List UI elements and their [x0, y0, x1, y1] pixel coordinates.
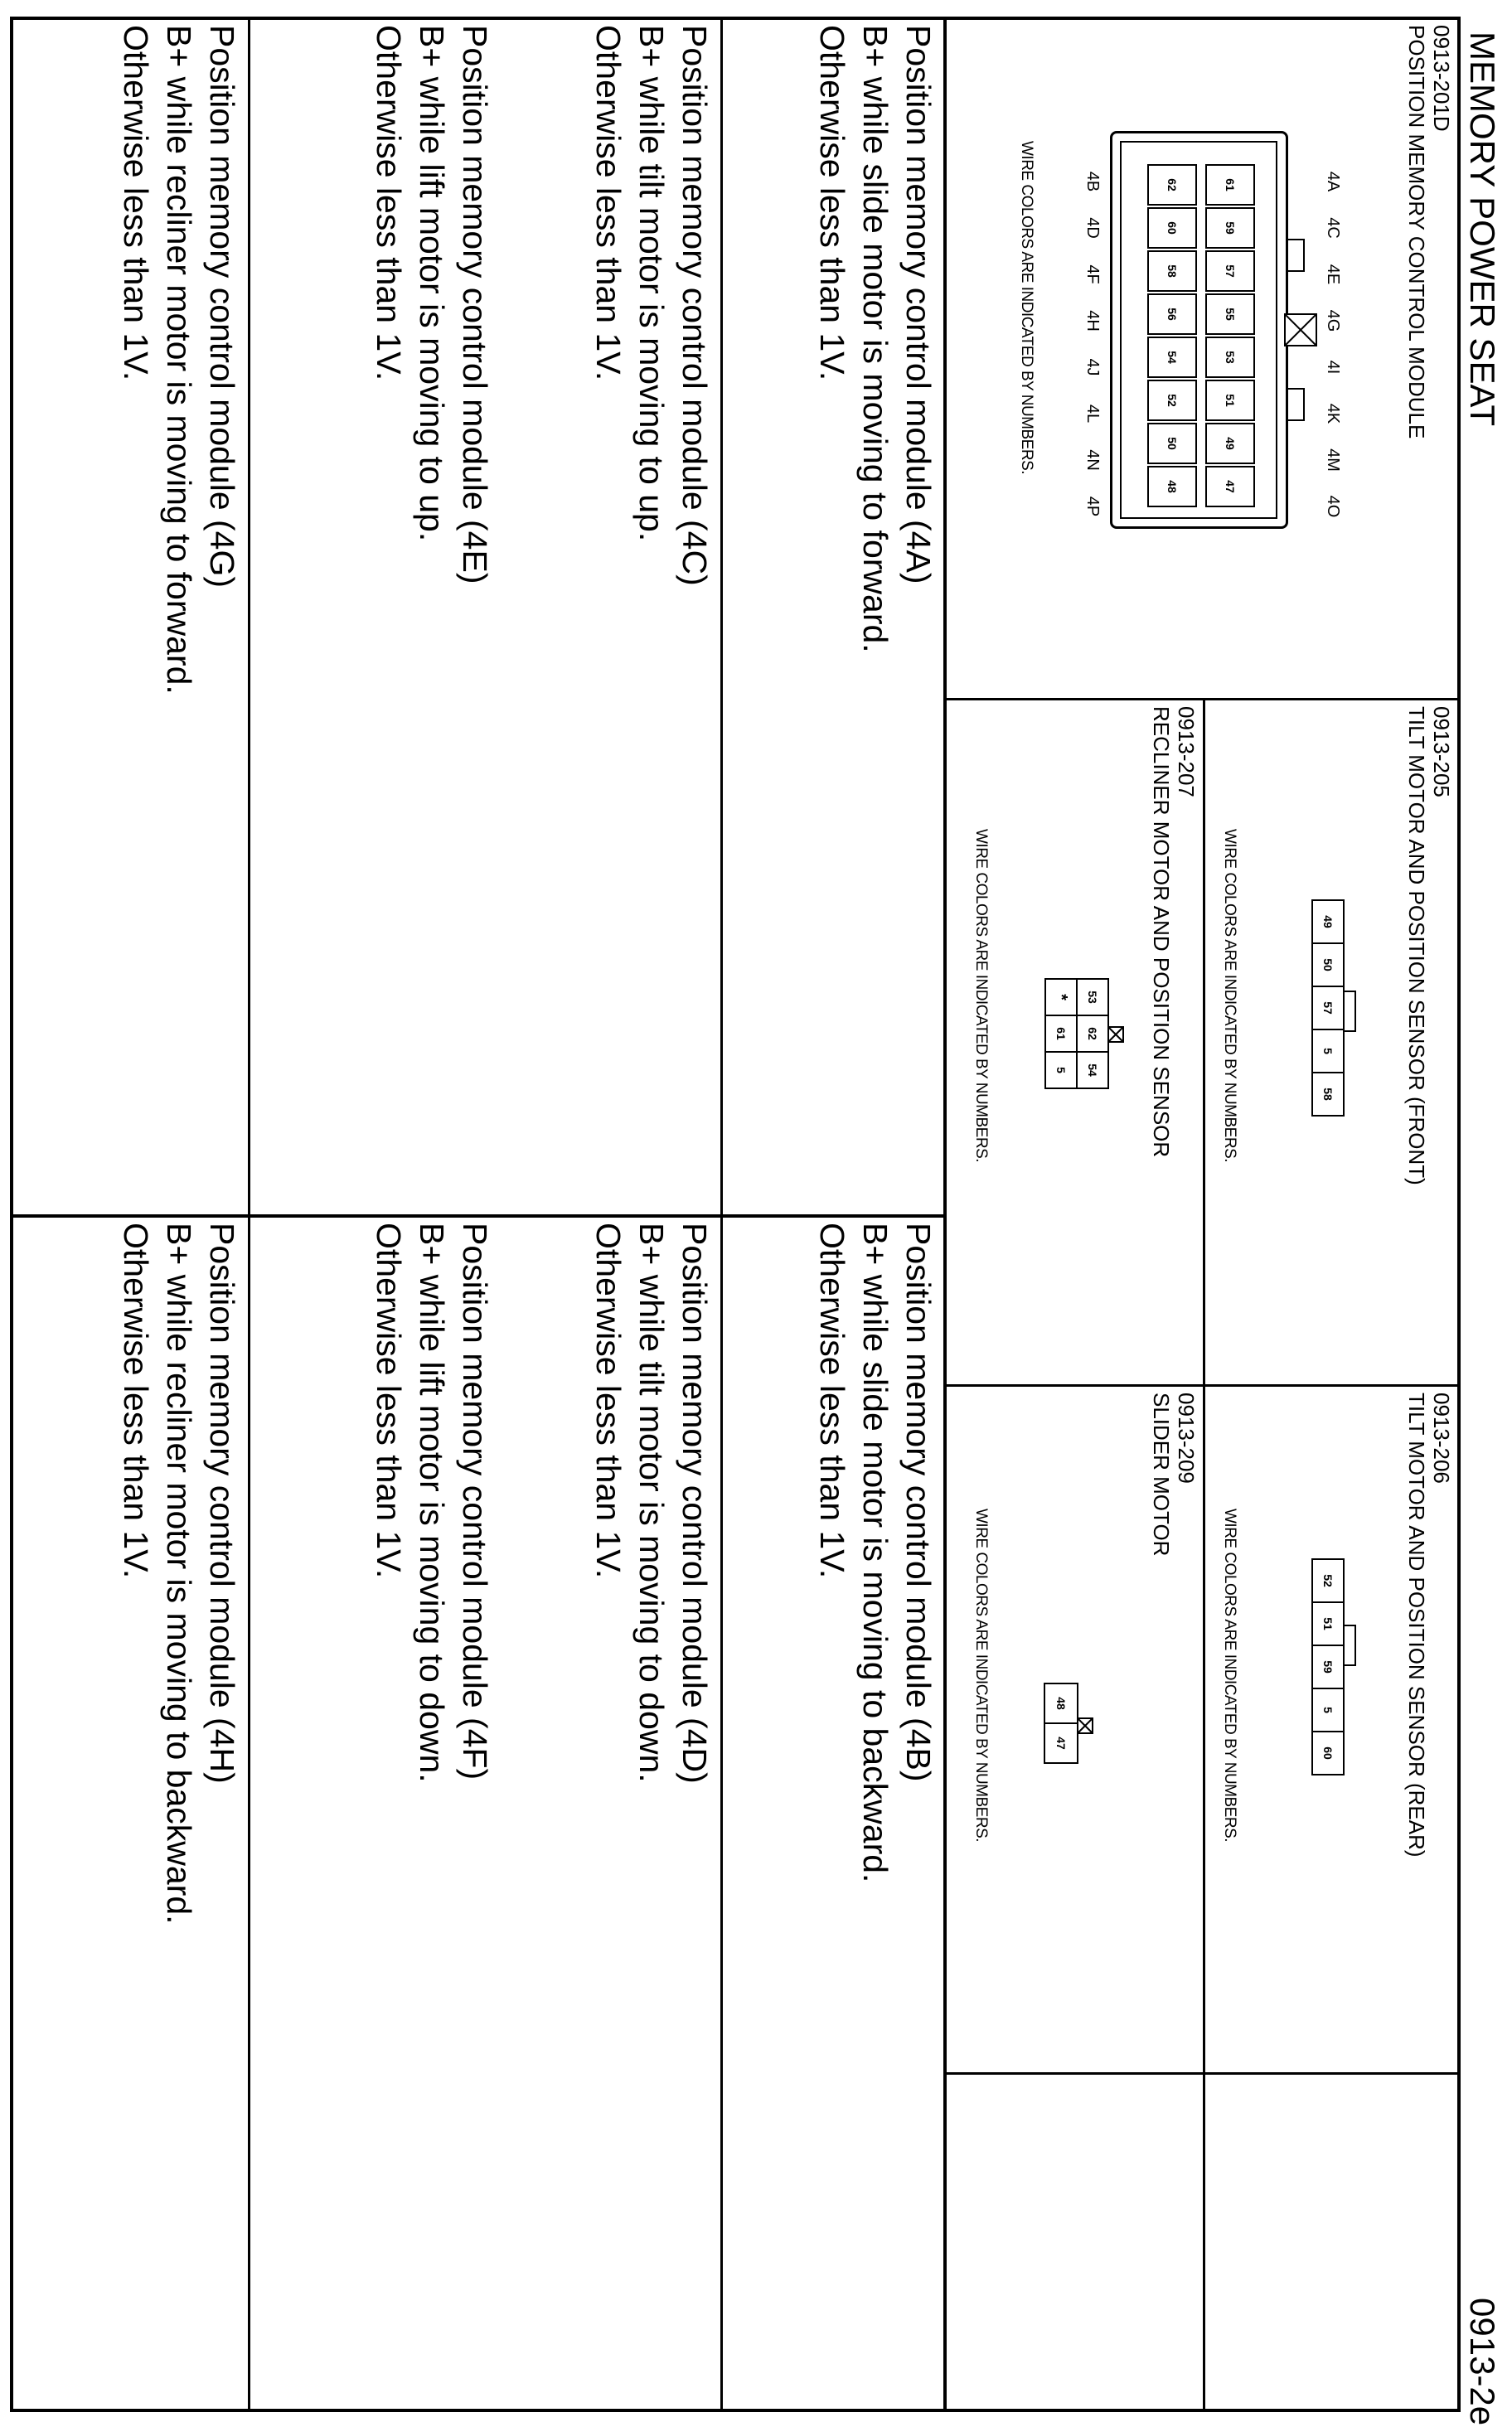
tilt-front-latch: [1343, 991, 1356, 1032]
desc-column-divider: [10, 1214, 947, 1218]
slider-connector-id: 0913-209: [1174, 1393, 1199, 1484]
pmcm-pin: 50: [1147, 423, 1197, 464]
pmcm-pin: 54: [1147, 337, 1197, 378]
description-4C-line-3: Otherwise less than 1V.: [589, 25, 628, 381]
recliner-pin: 54: [1076, 1051, 1109, 1089]
pmcm-label-4N: 4D: [1083, 217, 1102, 239]
description-4D: [587, 1223, 716, 1784]
tilt-rear-pin: 59: [1311, 1645, 1345, 1689]
pmcm-label-4J: 4H: [1083, 310, 1102, 332]
pmcm-pin: 48: [1147, 466, 1197, 507]
description-4D-line-1: Position memory control module (4D): [676, 1223, 714, 1784]
tilt-front-pin: 49: [1311, 899, 1345, 944]
pmcm-pin: 59: [1205, 207, 1255, 249]
page-title: MEMORY POWER SEAT: [1463, 31, 1502, 427]
description-4H-line-3: Otherwise less than 1V.: [117, 1223, 155, 1579]
pmcm-pin: 47: [1205, 466, 1255, 507]
page-id: 0913-2e: [1463, 2298, 1502, 2426]
description-4B-line-1: Position memory control module (4B): [899, 1223, 938, 1782]
slider-pin: 48: [1044, 1683, 1078, 1724]
description-4F-line-2: B+ while lift motor is moving to down.: [413, 1223, 451, 1783]
recliner-pin: 5: [1044, 1051, 1078, 1089]
pmcm-pin: 61: [1205, 164, 1255, 206]
pmcm-connector-id: 0913-201D: [1429, 25, 1454, 132]
pmcm-connector-name: POSITION MEMORY CONTROL MODULE: [1404, 25, 1429, 439]
description-4C: [587, 25, 716, 586]
description-4E-line-2: B+ while lift motor is moving to up.: [413, 25, 451, 542]
description-4H-line-2: B+ while recliner motor is moving to backward.: [160, 1223, 198, 1925]
empty-column-divider: [947, 2072, 1461, 2075]
recliner-connector-id: 0913-207: [1174, 706, 1199, 797]
connector-column-divider: [947, 1384, 1461, 1387]
pmcm-label-4B: 4P: [1083, 496, 1102, 517]
description-4A-line-2: B+ while slide motor is moving to forward.: [856, 25, 894, 653]
pmcm-pin: 52: [1147, 380, 1197, 421]
description-4C-line-1: Position memory control module (4C): [676, 25, 714, 586]
pmcm-label-4O: 4A: [1324, 171, 1342, 192]
pmcm-pin: 49: [1205, 423, 1255, 464]
pmcm-label-4K: 4E: [1324, 264, 1342, 285]
recliner-connector-name: RECLINER MOTOR AND POSITION SENSOR: [1149, 706, 1174, 1158]
pmcm-pin: 62: [1147, 164, 1197, 206]
tilt-rear-pin: 51: [1311, 1601, 1345, 1646]
description-4F: [367, 1223, 497, 1783]
recliner-pin: 62: [1076, 1015, 1109, 1053]
pmcm-lock-icon: [1284, 313, 1317, 346]
pmcm-label-4M: 4C: [1324, 217, 1342, 239]
pmcm-label-4I: 4G: [1324, 309, 1342, 332]
description-4H-line-1: Position memory control module (4H): [203, 1223, 241, 1784]
pmcm-cell-divider: [947, 698, 1461, 700]
recliner-pin: 61: [1044, 1015, 1078, 1053]
slider-lock-icon: [1077, 1717, 1093, 1734]
pmcm-label-4E: 4K: [1324, 403, 1342, 424]
slider-connector-diagram: [1027, 1683, 1093, 1782]
recliner-pin: *: [1044, 978, 1078, 1016]
description-4E-line-3: Otherwise less than 1V.: [370, 25, 408, 381]
tilt-rear-pin: 52: [1311, 1558, 1345, 1603]
description-4G-line-2: B+ while recliner motor is moving to forward.: [160, 25, 198, 695]
description-4F-line-1: Position memory control module (4F): [456, 1223, 494, 1780]
description-4D-line-2: B+ while tilt motor is moving to down.: [632, 1223, 671, 1783]
description-4B: [811, 1223, 940, 1882]
description-4C-line-2: B+ while tilt motor is moving to up.: [632, 25, 671, 542]
tilt-front-pin: 58: [1311, 1072, 1345, 1117]
description-4E-line-1: Position memory control module (4E): [456, 25, 494, 584]
tilt-front-pin: 57: [1311, 986, 1345, 1030]
recliner-connector-diagram: [1025, 970, 1124, 1119]
pmcm-key-left: [1287, 239, 1305, 272]
pmcm-label-4C: 4M: [1324, 448, 1342, 472]
pmcm-label-4H: 4J: [1083, 358, 1102, 376]
connector-row-divider: [1203, 698, 1205, 2412]
tilt-rear-connector-name: TILT MOTOR AND POSITION SENSOR (REAR): [1404, 1393, 1429, 1858]
pmcm-pin: 53: [1205, 337, 1255, 378]
pmcm-label-4F: 4L: [1083, 404, 1102, 424]
pmcm-key-right: [1287, 388, 1305, 421]
pmcm-pin: 56: [1147, 293, 1197, 335]
tilt-rear-latch: [1343, 1625, 1356, 1666]
description-4B-line-3: Otherwise less than 1V.: [813, 1223, 851, 1579]
pmcm-wire-note: WIRE COLORS ARE INDICATED BY NUMBERS.: [1018, 141, 1035, 475]
description-4G: [114, 25, 244, 695]
tilt-front-connector-name: TILT MOTOR AND POSITION SENSOR (FRONT): [1404, 706, 1429, 1185]
description-4E: [367, 25, 497, 584]
slider-wire-note: WIRE COLORS ARE INDICATED BY NUMBERS.: [972, 1509, 990, 1843]
recliner-wire-note: WIRE COLORS ARE INDICATED BY NUMBERS.: [972, 829, 990, 1163]
tilt-rear-wire-note: WIRE COLORS ARE INDICATED BY NUMBERS.: [1221, 1509, 1238, 1843]
pmcm-label-4P: 4B: [1083, 171, 1102, 192]
tilt-rear-connector-id: 0913-206: [1429, 1393, 1454, 1484]
description-4H: [114, 1223, 244, 1925]
description-4A-line-3: Otherwise less than 1V.: [813, 25, 851, 381]
tilt-rear-pin: 5: [1311, 1688, 1345, 1732]
tilt-front-connector-id: 0913-205: [1429, 706, 1454, 797]
tilt-front-wire-note: WIRE COLORS ARE INDICATED BY NUMBERS.: [1221, 829, 1238, 1163]
description-4D-line-3: Otherwise less than 1V.: [589, 1223, 628, 1579]
tilt-rear-pin: 60: [1311, 1731, 1345, 1775]
pmcm-label-4D: 4N: [1083, 449, 1102, 471]
pmcm-label-4L: 4F: [1083, 264, 1102, 284]
description-4B-line-2: B+ while slide motor is moving to backward.: [856, 1223, 894, 1883]
pmcm-pin: 58: [1147, 250, 1197, 292]
recliner-lock-icon: [1107, 1026, 1124, 1043]
description-4G-line-3: Otherwise less than 1V.: [117, 25, 155, 381]
description-4A-line-1: Position memory control module (4A): [899, 25, 938, 584]
recliner-pin: 53: [1076, 978, 1109, 1016]
description-4A: [811, 25, 940, 653]
pmcm-pin: 51: [1205, 380, 1255, 421]
tilt-front-pin: 5: [1311, 1029, 1345, 1073]
description-4G-line-1: Position memory control module (4G): [203, 25, 241, 589]
pmcm-connector-diagram: [1052, 114, 1384, 612]
pmcm-label-4G: 4I: [1324, 360, 1342, 375]
pmcm-pin: 55: [1205, 293, 1255, 335]
pmcm-pin: 57: [1205, 250, 1255, 292]
tilt-front-pin: 50: [1311, 942, 1345, 987]
pmcm-pin: 60: [1147, 207, 1197, 249]
slider-pin: 47: [1044, 1722, 1078, 1764]
description-4F-line-3: Otherwise less than 1V.: [370, 1223, 408, 1579]
tilt-front-connector-diagram: [1288, 899, 1363, 1123]
slider-connector-name: SLIDER MOTOR: [1149, 1393, 1174, 1557]
tilt-rear-connector-diagram: [1288, 1558, 1363, 1782]
pmcm-label-4A: 4O: [1324, 495, 1342, 518]
